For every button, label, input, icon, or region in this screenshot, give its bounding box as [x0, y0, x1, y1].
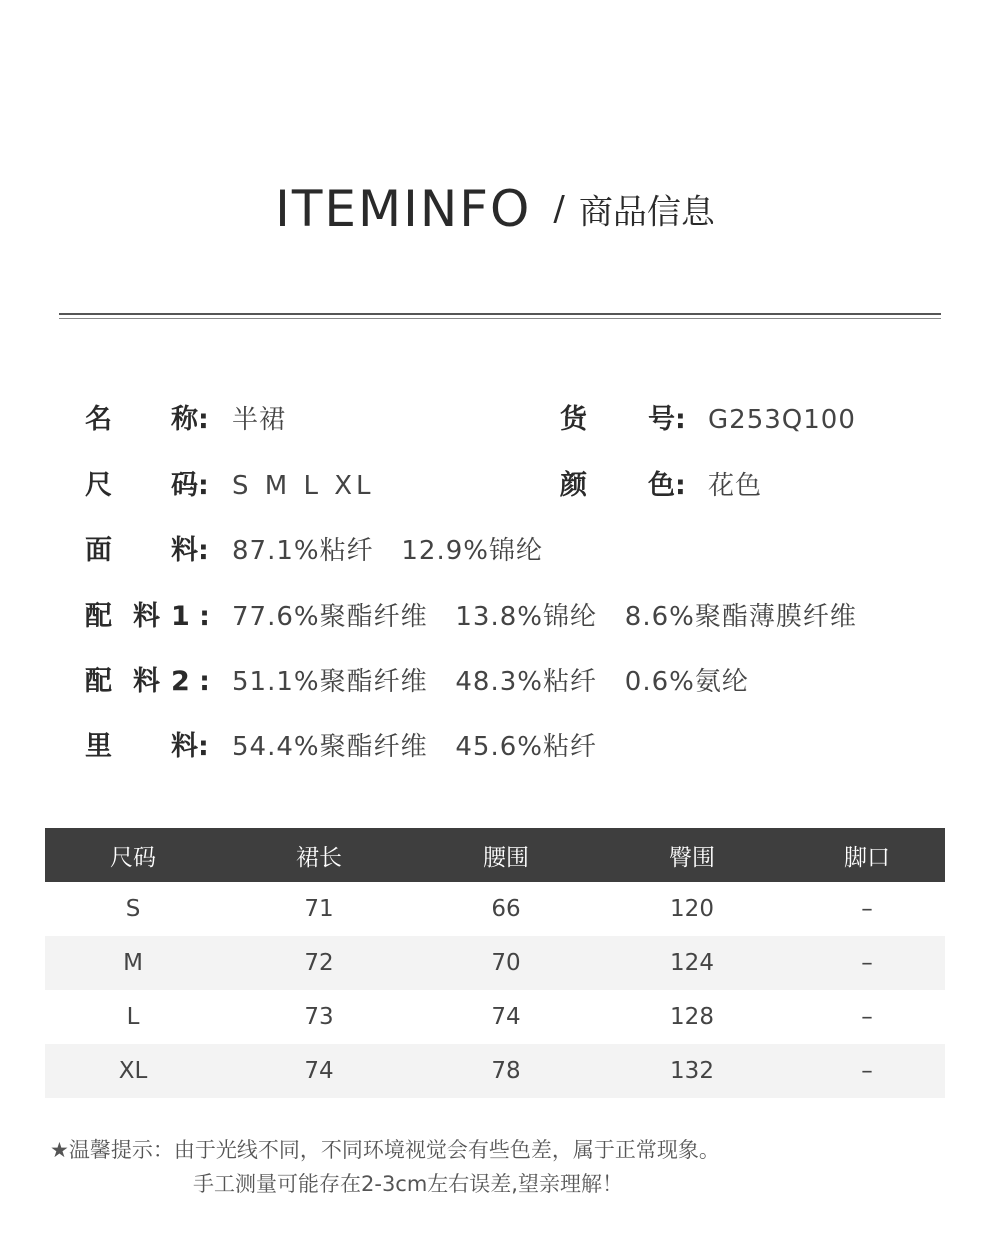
table-cell: – [789, 936, 945, 990]
table-cell: 72 [221, 936, 417, 990]
fabric-label-char1: 面 [85, 535, 112, 566]
trim2-label-char1: 配 [85, 666, 112, 697]
note-line-2: 手工测量可能存在2-3cm左右误差,望亲理解！ [193, 1172, 623, 1196]
size-label-char2: 码: [171, 470, 209, 501]
table-cell: 66 [491, 896, 521, 922]
note-line-1: ★温馨提示：由于光线不同，不同环境视觉会有些色差，属于正常现象。 [50, 1138, 720, 1162]
table-cell: – [789, 1044, 945, 1098]
table-row [45, 990, 945, 1044]
trim2-value: 51.1%聚酯纤维 48.3%粘纤 0.6%氨纶 [232, 667, 749, 697]
size-table [45, 828, 945, 1098]
divider-top [59, 313, 941, 315]
trim2-label-num: 2 : [171, 666, 210, 697]
table-row [45, 1044, 945, 1098]
table-header-row [45, 828, 945, 882]
table-cell: 71 [304, 896, 334, 922]
sku-label-char1: 货 [560, 404, 587, 435]
header-hip: 臀围 [595, 828, 789, 882]
size-label-char1: 尺 [85, 470, 112, 501]
name-label-char1: 名 [85, 404, 112, 435]
table-cell: M [45, 936, 221, 990]
color-label-char1: 颜 [560, 470, 587, 501]
title-chinese: 商品信息 [578, 192, 715, 233]
lining-label-char2: 料: [171, 731, 209, 762]
name-value: 半裙 [232, 405, 287, 435]
sku-value: G253Q100 [708, 405, 856, 435]
fabric-label-char2: 料: [171, 535, 209, 566]
page-title [0, 180, 990, 238]
table-cell: 70 [417, 936, 595, 990]
table-cell: 132 [595, 1044, 789, 1098]
table-cell: S [125, 896, 141, 922]
table-cell: 124 [595, 936, 789, 990]
table-cell: 120 [670, 896, 714, 922]
header-waist: 腰围 [417, 828, 595, 882]
size-value: S M L XL [232, 471, 375, 501]
color-label-char2: 色: [648, 470, 686, 501]
table-row [45, 936, 945, 990]
title-english: ITEMINFO [275, 180, 532, 238]
trim1-label-char1: 配 [85, 601, 112, 632]
trim1-label-char2: 料 [133, 601, 160, 632]
sku-label-char2: 号: [648, 404, 686, 435]
table-cell: 74 [221, 1044, 417, 1098]
table-cell: 78 [417, 1044, 595, 1098]
color-value: 花色 [708, 471, 763, 501]
table-cell: 128 [670, 1004, 714, 1030]
header-length: 裙长 [221, 828, 417, 882]
trim2-label-char2: 料 [133, 666, 160, 697]
table-cell: – [861, 1004, 873, 1030]
trim1-value: 77.6%聚酯纤维 13.8%锦纶 8.6%聚酯薄膜纤维 [232, 602, 857, 632]
table-cell: L [126, 1004, 140, 1030]
lining-label-char1: 里 [85, 731, 112, 762]
divider-bottom [59, 318, 941, 319]
lining-value: 54.4%聚酯纤维 45.6%粘纤 [232, 732, 597, 762]
table-cell: 73 [304, 1004, 334, 1030]
name-label-char2: 称: [171, 404, 209, 435]
header-hem: 脚口 [789, 828, 945, 882]
table-cell: 74 [491, 1004, 521, 1030]
table-row [45, 882, 945, 936]
table-cell: XL [45, 1044, 221, 1098]
fabric-value: 87.1%粘纤 12.9%锦纶 [232, 536, 543, 566]
title-slash: / [553, 189, 565, 229]
header-size: 尺码 [45, 828, 221, 882]
trim1-label-num: 1 : [171, 601, 210, 632]
table-cell: – [861, 896, 873, 922]
